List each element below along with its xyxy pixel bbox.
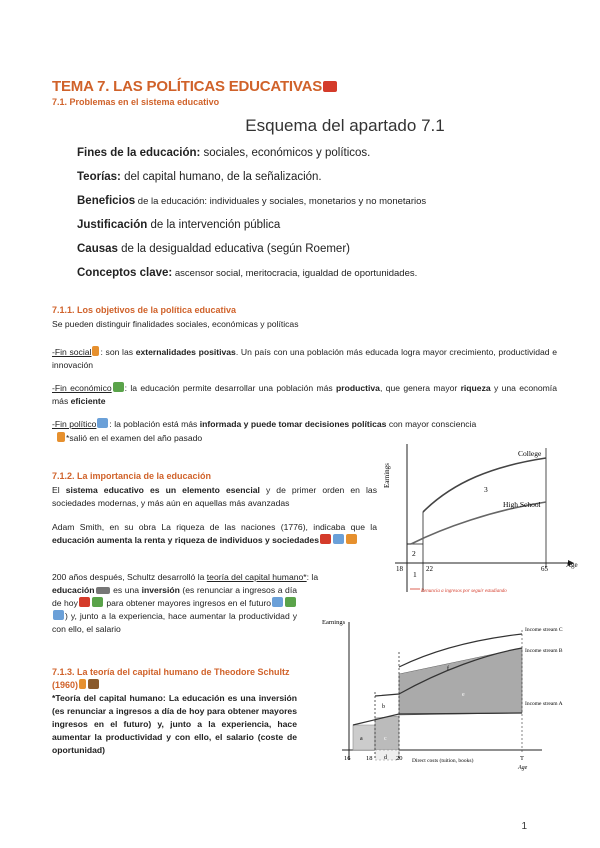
direct-costs-note: Direct costs (tuition, books)	[412, 758, 474, 764]
region-a	[353, 725, 375, 750]
stream-label: Income stream C	[525, 627, 563, 633]
page-number: 1	[521, 821, 527, 832]
bank-icon	[96, 587, 110, 594]
document-title: TEMA 7. LAS POLÍTICAS EDUCATIVAS	[52, 78, 338, 95]
person-icon	[92, 346, 99, 356]
outline-item: Beneficios de la educación: individuales y sociales, monetarios y no monetarios	[77, 195, 427, 207]
region-label: a	[360, 736, 363, 742]
paragraph: Se pueden distinguir finalidades sociales, económicas y políticas	[52, 319, 299, 329]
paragraph-fin-economico: -Fin económico : la educación permite desarrollar una población más productiva, que genera mayor riqueza y una economía más eficiente	[52, 383, 557, 406]
region-label: b	[382, 704, 385, 710]
money-icon	[113, 382, 124, 392]
section-heading-711: 7.1.1. Los objetivos de la política educativa	[52, 305, 237, 315]
outline-item: Causas de la desigualdad educativa (según Roemer)	[77, 243, 350, 255]
region-label: 1	[413, 570, 417, 579]
paragraph-fin-social: -Fin social : son las externalidades positivas. Un país con una población más educada logra mayor crecimiento, productividad e innovación	[52, 347, 557, 370]
outline-item: Justificación de la intervención pública	[77, 219, 281, 231]
money-icon	[92, 597, 103, 607]
paragraph-teoria: *Teoría del capital humano: La educación es una inversión (es renunciar a ingresos a día de hoy para obtener mayores ingresos en el futuro) y, junto a la experiencia, hace aumentar la productividad y con ello, el salario (coste de oportunidad)	[52, 693, 297, 755]
paragraph-schultz: 200 años después, Schultz desarrolló la teoría del capital humano*: la	[52, 572, 319, 582]
x-tick-label: 20	[396, 755, 403, 762]
region-c	[375, 716, 399, 750]
y-axis-label: Earnings	[383, 463, 391, 488]
cross-icon	[79, 597, 90, 607]
books-icon	[320, 534, 331, 544]
up-arrow-icon	[272, 597, 283, 607]
paragraph-schultz-cont: educación es una inversión (es renunciar a ingresos a día de hoy para obtener mayores ingresos en el futuro) y, junto a la experiencia, hace aumentar la productividad y con ello, el salario	[52, 585, 297, 634]
person-icon	[79, 679, 86, 689]
region-label: 2	[412, 549, 416, 558]
region-label: f	[447, 666, 449, 672]
x-axis-label: Age	[518, 765, 528, 771]
section-subtitle: 7.1. Problemas en el sistema educativo	[52, 97, 220, 107]
region-label: c	[384, 736, 387, 742]
income-streams-chart	[322, 612, 576, 780]
stream-label: Income stream A	[525, 701, 563, 707]
exam-note: *salió en el examen del año pasado	[56, 432, 202, 445]
section-heading-712: 7.1.2. La importancia de la educación	[52, 471, 212, 481]
y-axis-label: Earnings	[322, 619, 346, 626]
paragraph-fin-politico: -Fin político : la población está más informada y puede tomar decisiones políticas con mayor consciencia	[52, 419, 477, 429]
x-tick-label: 22	[426, 565, 433, 573]
books-icon	[323, 81, 337, 92]
paragraph: El sistema educativo es un elemento esencial y de primer orden en las sociedades modernas, y más aún en aquellas más avanzadas	[52, 485, 377, 508]
college-label: College	[518, 449, 542, 458]
highschool-label: High School	[503, 500, 541, 509]
region-label: d	[384, 755, 387, 761]
up-arrow-icon	[333, 534, 344, 544]
calendar-icon	[53, 610, 64, 620]
speech-icon	[97, 418, 108, 428]
x-tick-label: 65	[541, 565, 548, 573]
stream-label: Income stream B	[525, 648, 563, 654]
outline-item: Teorías: del capital humano, de la señalización.	[77, 171, 322, 183]
briefcase-icon	[88, 679, 99, 689]
section-heading-713: 7.1.3. La teoría del capital humano de Theodore Schultz (1960)	[52, 667, 290, 690]
paragraph: Adam Smith, en su obra La riqueza de las naciones (1776), indicaba que la educación aumenta la renta y riqueza de individuos y sociedades	[52, 522, 377, 545]
money-icon	[285, 597, 296, 607]
runner-icon	[57, 432, 65, 442]
x-tick-label: 16	[344, 755, 351, 762]
region-label: 3	[484, 485, 488, 494]
annotation-note: Renuncia a ingresos por seguir estudiando	[421, 589, 507, 594]
x-tick-label: T	[520, 755, 524, 762]
x-axis-label: Age	[566, 561, 578, 569]
outline-item: Fines de la educación: sociales, económicos y políticos.	[77, 147, 371, 159]
x-tick-label: 18	[396, 565, 403, 573]
outline-heading: Esquema del apartado 7.1	[245, 116, 445, 135]
outline-item: Conceptos clave: ascensor social, meritocracia, igualdad de oportunidades.	[77, 267, 418, 279]
region-label: e	[462, 692, 465, 698]
earnings-college-vs-highschool-chart	[383, 440, 583, 600]
x-tick-label: 18	[366, 755, 373, 762]
money-bag-icon	[346, 534, 357, 544]
